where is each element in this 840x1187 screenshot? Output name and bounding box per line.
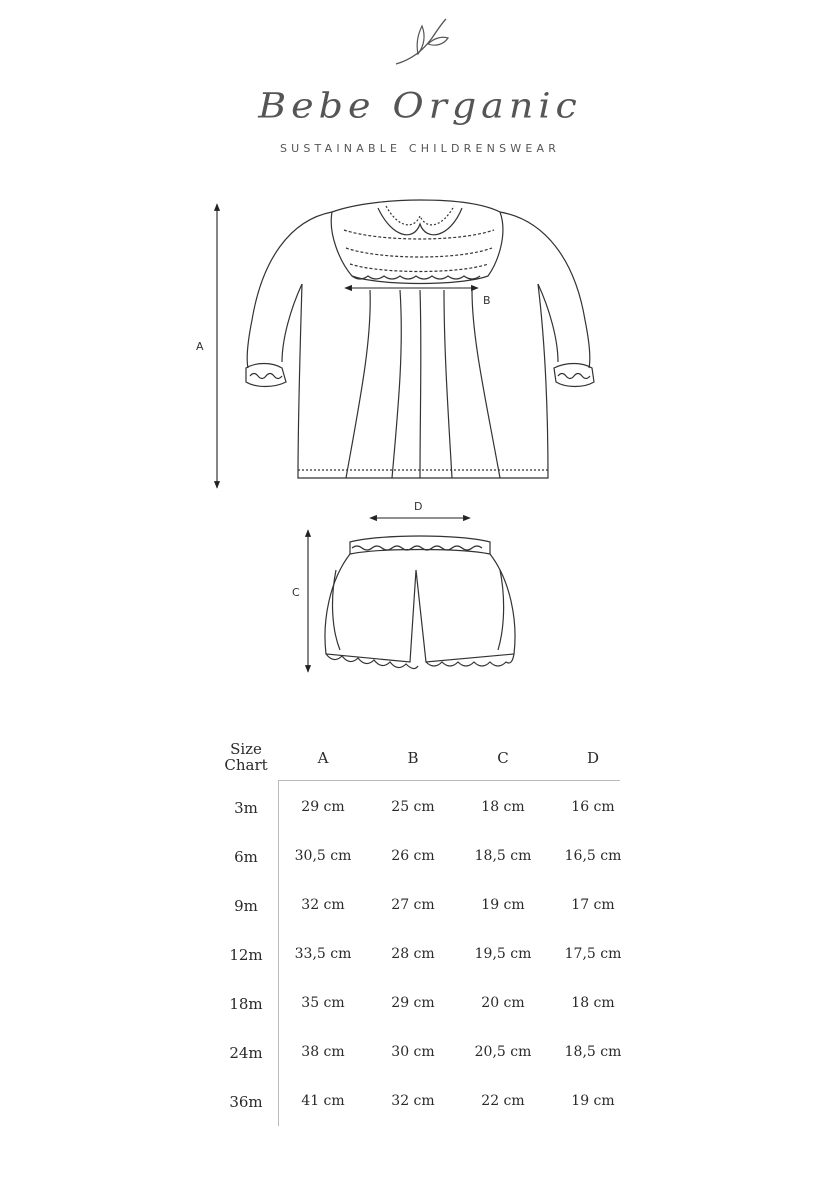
brand-tagline: SUSTAINABLE CHILDRENSWEAR	[279, 142, 561, 155]
cell-a: 41 cm	[301, 1093, 345, 1109]
cell-d: 19 cm	[571, 1093, 615, 1109]
cell-d: 16,5 cm	[564, 848, 622, 864]
dim-label-b: B	[483, 294, 491, 307]
cell-a: 33,5 cm	[294, 946, 352, 962]
row-size: 24m	[229, 1044, 263, 1062]
table-row	[210, 781, 640, 830]
dim-label-c: C	[292, 586, 300, 599]
cell-b: 29 cm	[391, 995, 435, 1011]
cell-d: 18 cm	[571, 995, 615, 1011]
cell-a: 32 cm	[301, 897, 345, 913]
cell-c: 19 cm	[481, 897, 525, 913]
row-size: 9m	[234, 897, 258, 915]
leaf-sprig-icon	[392, 16, 452, 68]
dress-illustration	[246, 200, 594, 478]
table-row	[210, 1075, 640, 1124]
table-row	[210, 879, 640, 928]
size-chart-title-line1: Size	[230, 740, 262, 758]
row-size: 36m	[229, 1093, 263, 1111]
cell-d: 18,5 cm	[564, 1044, 622, 1060]
table-row	[210, 1026, 640, 1075]
garment-measurement-diagram	[0, 190, 840, 700]
size-chart-header	[210, 735, 640, 781]
cell-c: 18,5 cm	[474, 848, 532, 864]
cell-c: 22 cm	[481, 1093, 525, 1109]
cell-a: 35 cm	[301, 995, 345, 1011]
table-row	[210, 830, 640, 879]
size-chart-body	[210, 781, 640, 1124]
cell-c: 19,5 cm	[474, 946, 532, 962]
cell-a: 29 cm	[301, 799, 345, 815]
row-size: 18m	[229, 995, 263, 1013]
dim-label-a: A	[196, 340, 204, 353]
size-chart-title-line2: Chart	[224, 756, 268, 774]
cell-c: 18 cm	[481, 799, 525, 815]
row-size: 12m	[229, 946, 263, 964]
column-header-b: B	[407, 749, 419, 767]
cell-b: 25 cm	[391, 799, 435, 815]
dim-label-d: D	[414, 500, 423, 513]
cell-a: 30,5 cm	[294, 848, 352, 864]
cell-b: 28 cm	[391, 946, 435, 962]
cell-c: 20 cm	[481, 995, 525, 1011]
cell-b: 32 cm	[391, 1093, 435, 1109]
row-size: 6m	[234, 848, 258, 866]
size-chart-table	[210, 735, 640, 1124]
table-row	[210, 977, 640, 1026]
cell-d: 17 cm	[571, 897, 615, 913]
column-header-a: A	[317, 749, 329, 767]
size-chart-title	[218, 741, 274, 773]
cell-c: 20,5 cm	[474, 1044, 532, 1060]
column-header-d: D	[586, 749, 600, 767]
bloomers-illustration	[325, 536, 515, 669]
table-row	[210, 928, 640, 977]
cell-d: 16 cm	[571, 799, 615, 815]
column-header-c: C	[497, 749, 509, 767]
brand-name: Bebe Organic	[258, 86, 582, 126]
cell-b: 27 cm	[391, 897, 435, 913]
row-size: 3m	[234, 799, 258, 817]
cell-d: 17,5 cm	[564, 946, 622, 962]
cell-b: 30 cm	[391, 1044, 435, 1060]
cell-b: 26 cm	[391, 848, 435, 864]
cell-a: 38 cm	[301, 1044, 345, 1060]
